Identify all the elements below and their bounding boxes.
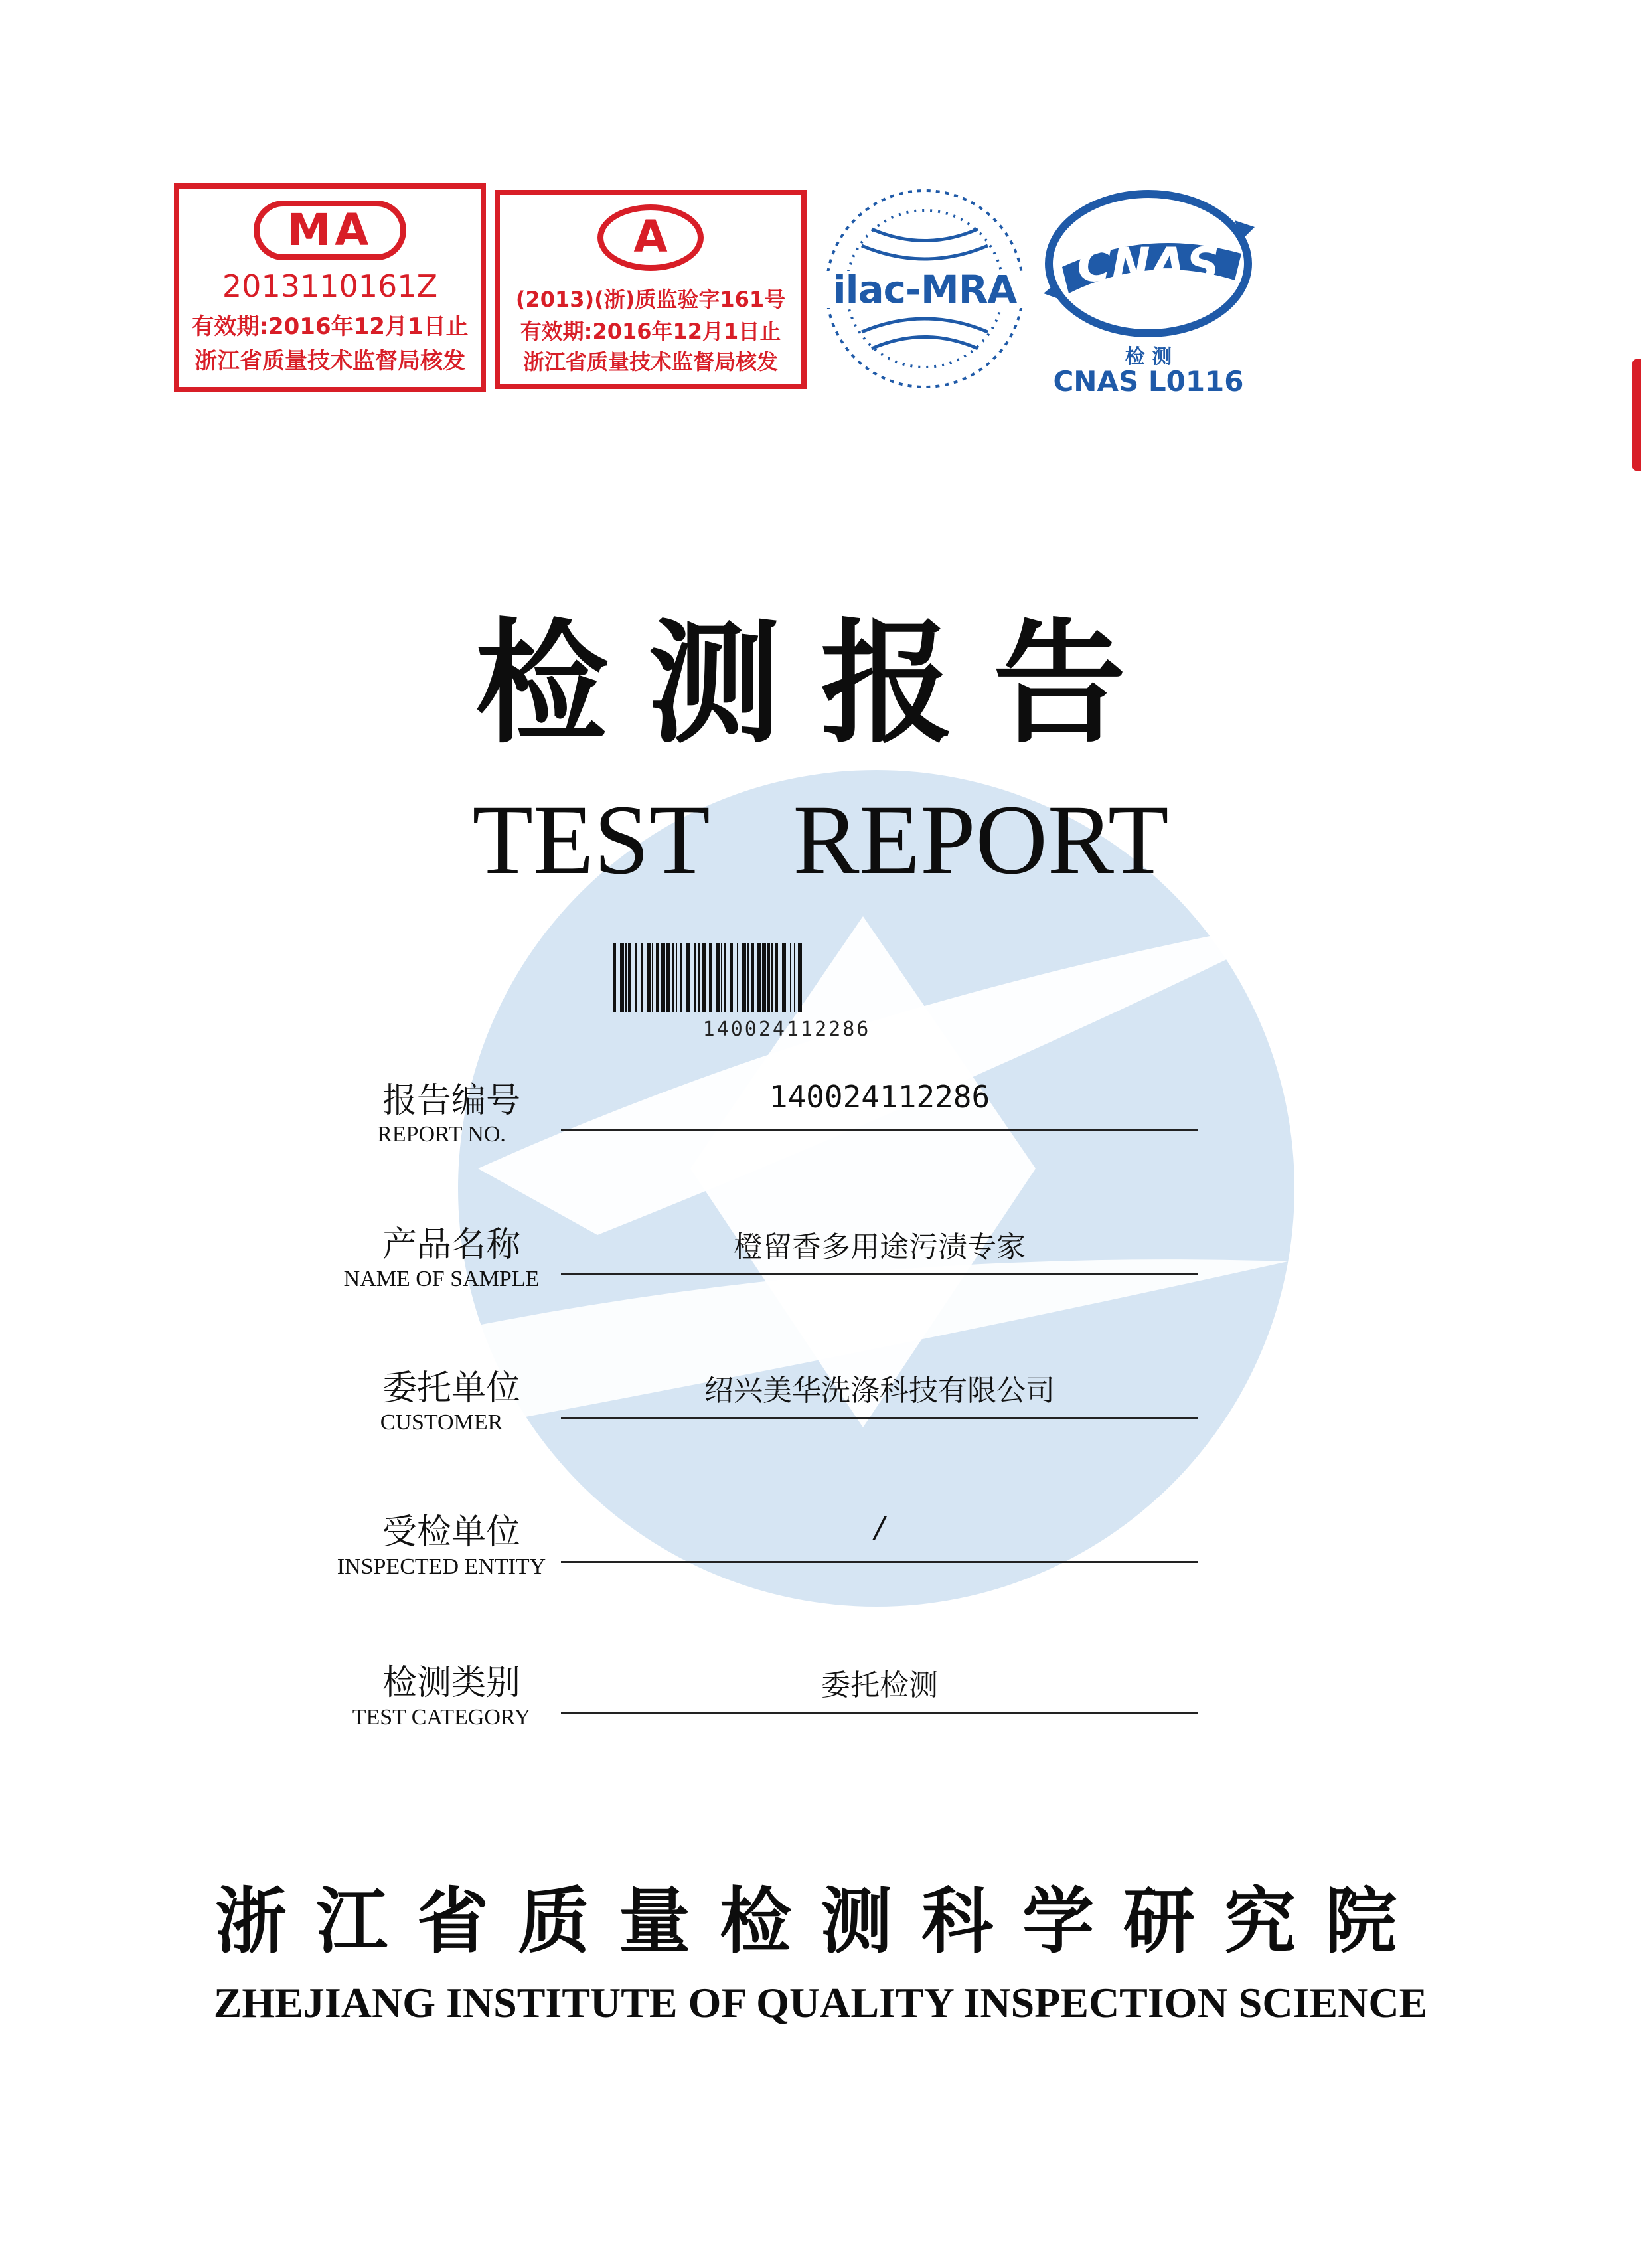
barcode-bar (794, 943, 795, 1012)
barcode-bar (676, 943, 677, 1012)
barcode-bar (661, 943, 665, 1012)
sample-name-label-cn: 产品名称 (382, 1225, 520, 1265)
sample-name-label-en: NAME OF SAMPLE (343, 1267, 540, 1291)
barcode-bar (680, 943, 682, 1012)
barcode-bar (709, 943, 712, 1012)
barcode-bar (613, 943, 616, 1012)
inspected-entity-underline (561, 1561, 1198, 1563)
cma-issuer: 浙江省质量技术监督局核发 (195, 348, 465, 374)
barcode-bar (635, 943, 637, 1012)
customer-value: 绍兴美华洗涤科技有限公司 (704, 1374, 1055, 1408)
barcode-bar (737, 943, 738, 1012)
inspected-entity-label-en: INSPECTED ENTITY (337, 1554, 546, 1579)
barcode-bar (757, 943, 761, 1012)
cnas-logo (1036, 187, 1261, 406)
ilac-logo-text: ilac-MRA (832, 267, 1017, 312)
barcode-number: 140024112286 (702, 1018, 871, 1041)
cnas-code: CNAS L0116 (1053, 365, 1244, 398)
cal-logo (597, 204, 704, 271)
barcode-bar (641, 943, 643, 1012)
customer-label-cn: 委托单位 (382, 1368, 520, 1408)
barcode-bar (790, 943, 791, 1012)
barcode-bar (656, 943, 659, 1012)
customer-label-en: CUSTOMER (380, 1410, 503, 1435)
barcode-bar (666, 943, 670, 1012)
sample-name-value: 橙留香多用途污渍专家 (734, 1230, 1026, 1264)
test-category-value: 委托检测 (821, 1668, 938, 1702)
barcode-bar (767, 943, 770, 1012)
cma-certification-stamp (174, 183, 486, 392)
barcode-bar (742, 943, 746, 1012)
cma-logo (254, 201, 406, 260)
barcode-bar (716, 943, 720, 1012)
barcode-bar (620, 943, 624, 1012)
barcode-bar (724, 943, 726, 1012)
barcode-bar (751, 943, 754, 1012)
cal-issuer: 浙江省质量技术监督局核发 (522, 349, 778, 374)
cnas-logo-text: CNAS (1077, 238, 1220, 292)
barcode-bar (686, 943, 690, 1012)
report-no-label-cn: 报告编号 (382, 1081, 520, 1121)
report-no-value: 140024112286 (769, 1079, 990, 1115)
cal-logo-text: A (633, 211, 668, 262)
cma-number: 2013110161Z (222, 268, 438, 304)
report-no-label-en: REPORT NO. (377, 1122, 506, 1147)
barcode-bar (702, 943, 706, 1012)
barcode-bar (771, 943, 773, 1012)
barcode-bar (698, 943, 700, 1012)
red-edge-mark (1632, 359, 1641, 471)
barcode-bar (762, 943, 766, 1012)
inspected-entity-label-cn: 受检单位 (382, 1512, 520, 1552)
test-category-label-en: TEST CATEGORY (352, 1705, 531, 1730)
cal-validity: 有效期:2016年12月1日止 (520, 319, 781, 344)
report-no-underline (561, 1129, 1198, 1131)
barcode-bar (625, 943, 627, 1012)
organization-name-en: ZHEJIANG INSTITUTE OF QUALITY INSPECTION SCIENCE (213, 1979, 1428, 2026)
barcode-bar (647, 943, 651, 1012)
report-title-en: TEST REPORT (472, 785, 1169, 895)
test-category-underline (561, 1712, 1198, 1714)
sample-name-underline (561, 1273, 1198, 1275)
test-category-label-cn: 检测类别 (382, 1663, 520, 1703)
report-title-cn: 检测报告 (475, 606, 1166, 762)
barcode-bar (782, 943, 786, 1012)
barcode-bar (747, 943, 749, 1012)
barcode-bar (721, 943, 722, 1012)
barcode-bar (628, 943, 631, 1012)
barcode-bar (652, 943, 653, 1012)
customer-underline (561, 1417, 1198, 1419)
cma-logo-text: MA (287, 204, 373, 256)
cal-number: (2013)(浙)质监验字161号 (515, 287, 786, 312)
cma-validity: 有效期:2016年12月1日止 (191, 313, 469, 340)
barcode-bar (730, 943, 733, 1012)
ilac-mra-logo (822, 186, 1028, 392)
inspected-entity-value: / (874, 1510, 885, 1544)
cal-certification-stamp (495, 190, 807, 389)
barcode-bar (694, 943, 696, 1012)
barcode-bar (672, 943, 674, 1012)
barcode-bar (775, 943, 778, 1012)
organization-name-cn: 浙江省质量检测科学研究院 (214, 1880, 1426, 1963)
barcode-image (611, 943, 963, 1012)
barcode-bar (798, 943, 802, 1012)
cnas-sub-label: 检 测 (1125, 345, 1172, 368)
